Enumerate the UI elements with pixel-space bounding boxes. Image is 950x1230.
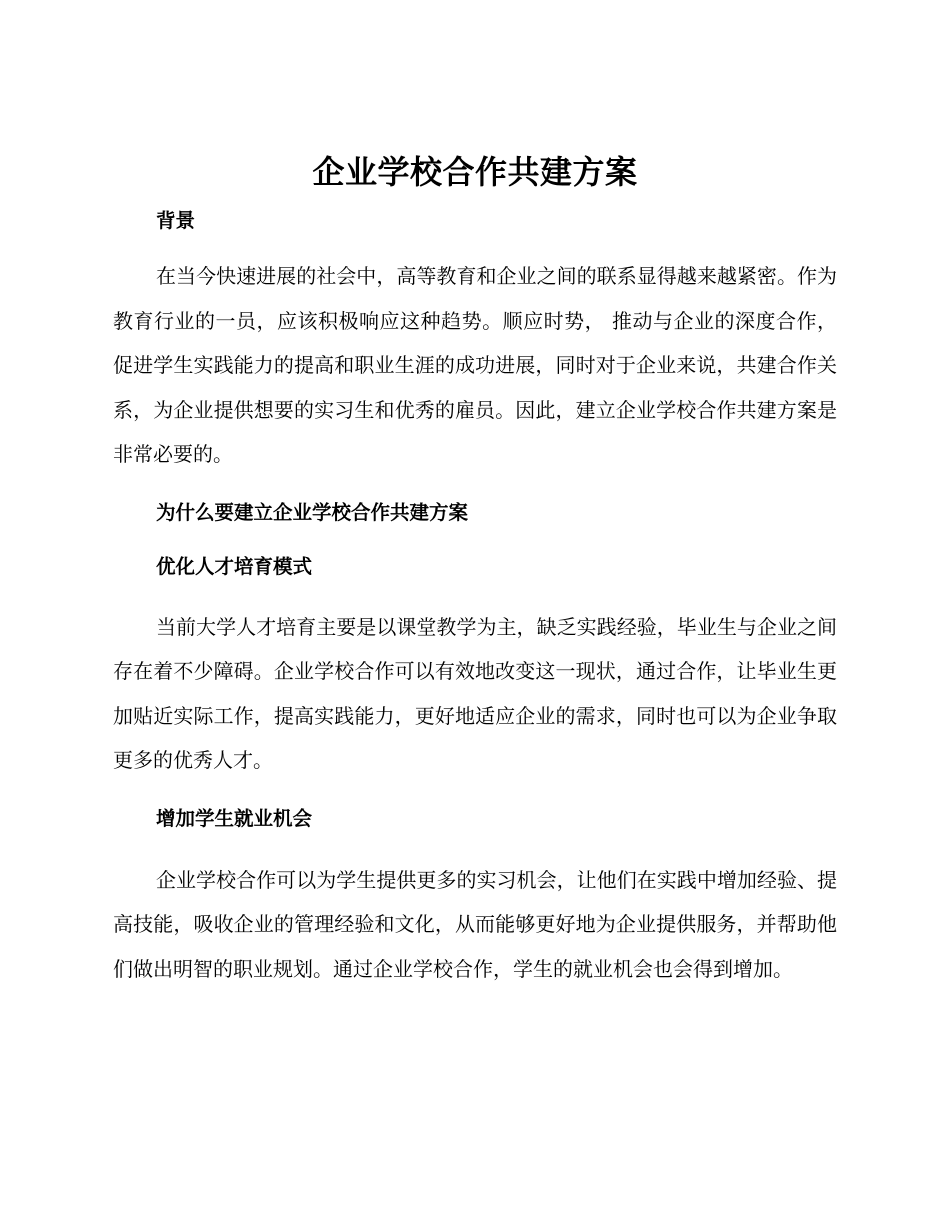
section-heading-why: 为什么要建立企业学校合作共建方案 [156, 500, 469, 524]
paragraph-optimize-talent: 当前大学人才培育主要是以课堂教学为主，缺乏实践经验，毕业生与企业之间存在着不少障碍。企业学校合作可以有效地改变这一现状，通过合作，让毕业生更加贴近实际工作，提高实践能力，更好地适应企业的需求，同时也可以为企业争取更多的优秀人才。 [113, 614, 837, 772]
document-title: 企业学校合作共建方案 [312, 153, 638, 191]
section-heading-optimize-talent: 优化人才培育模式 [156, 554, 313, 578]
paragraph-employment: 企业学校合作可以为学生提供更多的实习机会，让他们在实践中增加经验、提高技能，吸收企业的管理经验和文化，从而能够更好地为企业提供服务，并帮助他们做出明智的职业规划。通过企业学校合作，学生的就业机会也会得到增加。 [113, 867, 837, 981]
document-page [113, 148, 837, 991]
section-heading-background: 背景 [156, 209, 196, 232]
section-heading-employment: 增加学生就业机会 [156, 806, 313, 830]
paragraph-background: 在当今快速进展的社会中，高等教育和企业之间的联系显得越来越紧密。作为教育行业的一员，应该积极响应这种趋势。顺应时势， 推动与企业的深度合作，促进学生实践能力的提高和职业生涯的成功进展，同时对于企业来说，共建合作关系，为企业提供想要的实习生和优秀的雇员。因此，建立企业学校合作共建方案是非常必要的。 [113, 264, 837, 466]
